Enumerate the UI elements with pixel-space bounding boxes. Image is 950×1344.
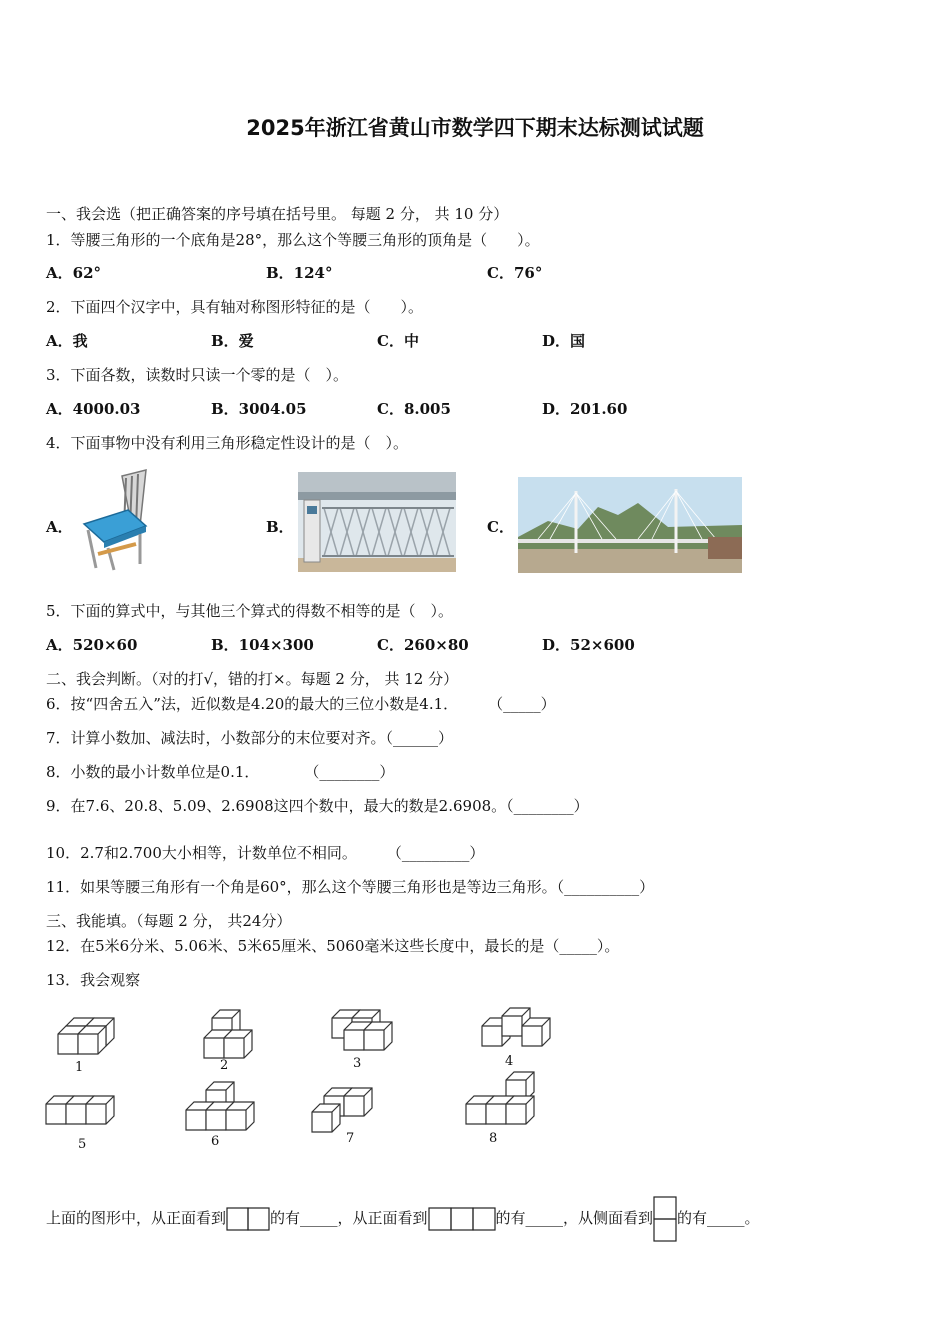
question-2: 2．下面四个汉字中，具有轴对称图形特征的是（ ）。 bbox=[46, 298, 424, 316]
q13-answer-part1: 上面的图形中，从正面看到 bbox=[46, 1209, 227, 1227]
question-11: 11．如果等腰三角形有一个角是60°，那么这个等腰三角形也是等边三角形。（__________） bbox=[46, 878, 655, 896]
question-1: 1．等腰三角形的一个底角是28°，那么这个等腰三角形的顶角是（ ）。 bbox=[46, 231, 540, 249]
q2-option-b: B．爱 bbox=[211, 332, 254, 350]
question-8: 8．小数的最小计数单位是0.1． （________） bbox=[46, 763, 395, 781]
cube-figure-7 bbox=[312, 1088, 372, 1132]
q3-option-c: C．8.005 bbox=[377, 400, 451, 418]
q1-option-b: B．124° bbox=[266, 264, 333, 282]
q2-option-d: D．国 bbox=[542, 332, 586, 350]
q5-option-d: D．52×600 bbox=[542, 636, 635, 654]
question-10: 10．2.7和2.700大小相等，计数单位不相同。 （_________） bbox=[46, 844, 485, 862]
vertical-two-squares-shape bbox=[653, 1196, 677, 1242]
two-squares-shape bbox=[226, 1207, 270, 1231]
q4-option-c: C． bbox=[487, 518, 514, 536]
question-3: 3．下面各数，读数时只读一个零的是（ ）。 bbox=[46, 366, 349, 384]
section1-header: 一、我会选（把正确答案的序号填在括号里。 每题 2 分， 共 10 分） bbox=[46, 205, 509, 223]
question-13: 13．我会观察 bbox=[46, 971, 141, 989]
cube-figures bbox=[40, 1000, 580, 1160]
figure-label-6: 6 bbox=[211, 1134, 220, 1149]
q1-option-a: A．62° bbox=[46, 264, 102, 282]
q3-option-d: D．201.60 bbox=[542, 400, 628, 418]
figure-label-3: 3 bbox=[353, 1056, 362, 1071]
cube-figure-4 bbox=[482, 1008, 550, 1046]
cube-figure-6 bbox=[186, 1082, 254, 1130]
chair-image bbox=[78, 468, 158, 572]
figure-label-7: 7 bbox=[346, 1131, 355, 1146]
q3-option-b: B．3004.05 bbox=[211, 400, 307, 418]
q5-option-b: B．104×300 bbox=[211, 636, 314, 654]
cube-figure-1 bbox=[58, 1018, 114, 1054]
cable-bridge-image bbox=[518, 477, 742, 573]
q1-option-c: C．76° bbox=[487, 264, 543, 282]
q13-answer-part2: 的有_____，从正面看到 bbox=[270, 1209, 428, 1227]
question-7: 7．计算小数加、减法时，小数部分的末位要对齐。（______） bbox=[46, 729, 454, 747]
figure-label-2: 2 bbox=[220, 1058, 229, 1073]
q13-answer-line bbox=[46, 1196, 760, 1242]
q4-option-a: A． bbox=[46, 518, 73, 536]
q2-option-c: C．中 bbox=[377, 332, 419, 350]
q2-option-a: A．我 bbox=[46, 332, 88, 350]
retractable-gate-image bbox=[298, 472, 456, 572]
q4-option-b: B． bbox=[266, 518, 294, 536]
figure-label-5: 5 bbox=[78, 1137, 87, 1152]
question-6: 6．按“四舍五入”法，近似数是4.20的最大的三位小数是4.1． （_____） bbox=[46, 695, 556, 713]
question-5: 5．下面的算式中，与其他三个算式的得数不相等的是（ ）。 bbox=[46, 602, 454, 620]
question-12: 12．在5米6分米、5.06米、5米65厘米、5060毫米这些长度中，最长的是（_____）。 bbox=[46, 937, 620, 955]
q5-option-c: C．260×80 bbox=[377, 636, 469, 654]
figure-label-8: 8 bbox=[489, 1131, 498, 1146]
section2-header: 二、我会判断。（对的打√，错的打×。每题 2 分， 共 12 分） bbox=[46, 670, 459, 688]
q13-answer-part3: 的有_____，从侧面看到 bbox=[495, 1209, 654, 1227]
q5-option-a: A．520×60 bbox=[46, 636, 138, 654]
question-9: 9．在7.6、20.8、5.09、2.6908这四个数中，最大的数是2.6908。（________） bbox=[46, 797, 589, 815]
cube-figure-3 bbox=[332, 1010, 392, 1050]
cube-figure-2 bbox=[204, 1010, 252, 1058]
section3-header: 三、我能填。（每题 2 分， 共24分） bbox=[46, 912, 292, 930]
figure-label-1: 1 bbox=[75, 1060, 84, 1075]
question-4: 4．下面事物中没有利用三角形稳定性设计的是（ ）。 bbox=[46, 434, 409, 452]
q13-answer-part4: 的有_____。 bbox=[677, 1209, 760, 1227]
q3-option-a: A．4000.03 bbox=[46, 400, 141, 418]
cube-figure-5 bbox=[46, 1092, 114, 1124]
page-title: 2025年浙江省黄山市数学四下期末达标测试试题 bbox=[246, 116, 704, 140]
three-squares-shape bbox=[428, 1207, 496, 1231]
cube-figure-8 bbox=[466, 1072, 534, 1124]
figure-label-4: 4 bbox=[505, 1054, 514, 1069]
